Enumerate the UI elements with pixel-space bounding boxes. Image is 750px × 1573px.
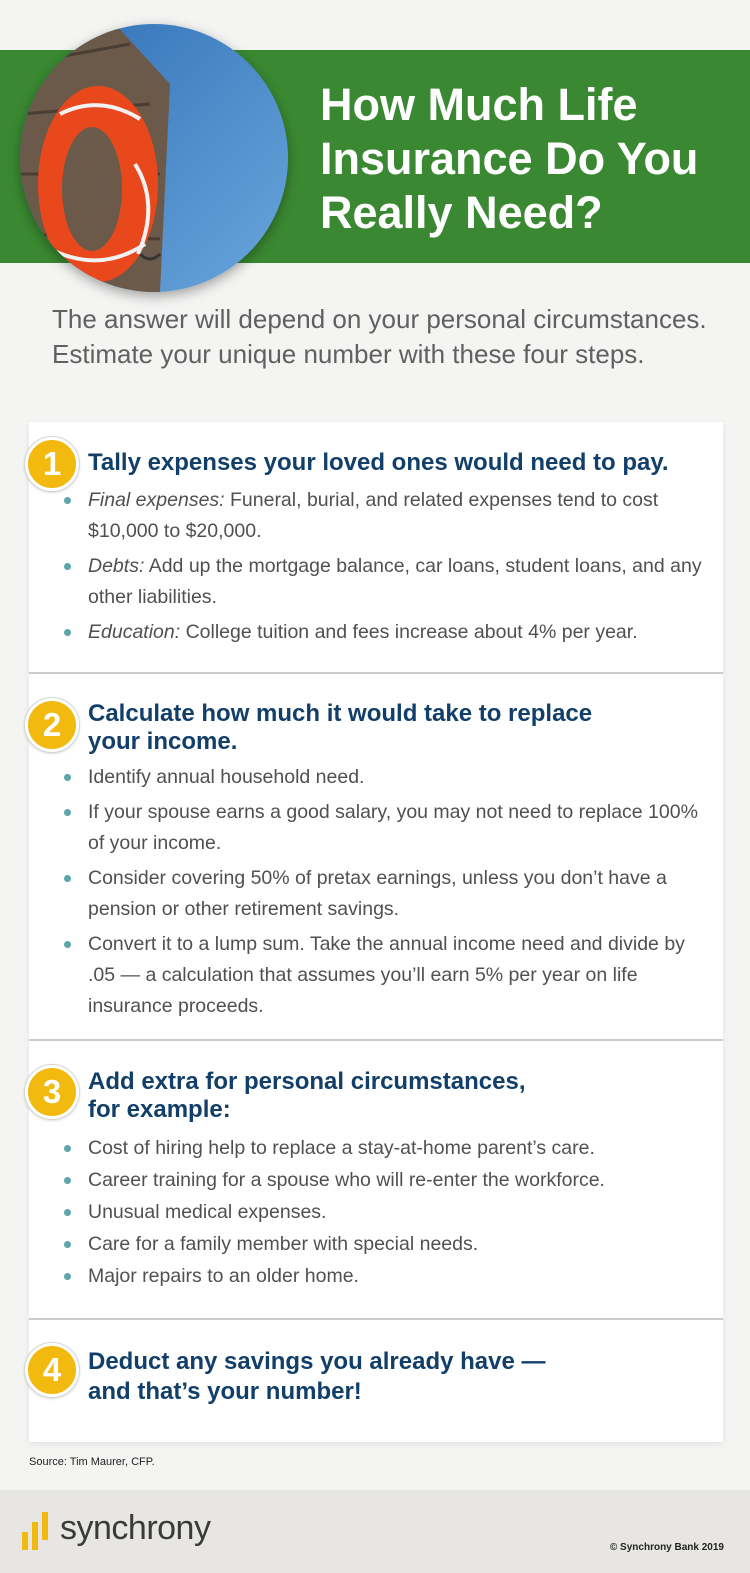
step-title <box>88 1347 713 1407</box>
divider <box>29 1318 723 1320</box>
list-item: Care for a family member with special needs. <box>88 1229 713 1260</box>
step-number-badge: 4 <box>25 1343 79 1397</box>
step-title <box>88 700 713 756</box>
bullet-text: Funeral, burial, and related expenses tend to cost $10,000 to $20,000. <box>88 489 659 542</box>
step-title-line: Add extra for personal circumstances, <box>88 1068 526 1095</box>
title-line: How Much Life <box>320 79 638 130</box>
synchrony-logo-text: synchrony <box>60 1509 211 1547</box>
step-bullets <box>88 485 713 652</box>
title-line: Insurance Do You <box>320 133 699 184</box>
list-item: Identify annual household need. <box>88 762 713 793</box>
bullet-text: College tuition and fees increase about 4% per year. <box>180 621 638 643</box>
step-title-line: Tally expenses your loved ones would need to pay. <box>88 449 669 476</box>
list-item <box>88 617 713 648</box>
bullet-label: Debts: <box>88 555 145 577</box>
step-number-badge: 1 <box>25 437 79 491</box>
list-item <box>88 485 713 547</box>
list-item: Major repairs to an older home. <box>88 1261 713 1292</box>
list-item: Unusual medical expenses. <box>88 1197 713 1228</box>
bullet-text: Add up the mortgage balance, car loans, student loans, and any other liabilities. <box>88 555 702 608</box>
step-title-line: for example: <box>88 1096 231 1123</box>
title-line: Really Need? <box>320 187 603 238</box>
step-title-line: your income. <box>88 728 238 755</box>
life-ring-image <box>20 24 288 292</box>
life-ring-icon <box>20 24 288 292</box>
list-item: Consider covering 50% of pretax earnings, unless you don’t have a pension or other retirement savings. <box>88 863 713 925</box>
list-item: Cost of hiring help to replace a stay-at-home parent’s care. <box>88 1133 713 1164</box>
divider <box>29 672 723 674</box>
step-title-line: and that’s your number! <box>88 1378 362 1405</box>
list-item <box>88 551 713 613</box>
list-item: If your spouse earns a good salary, you may not need to replace 100% of your income. <box>88 797 713 859</box>
step-title <box>88 1068 713 1124</box>
step-bullets <box>88 1133 713 1293</box>
page-title <box>320 78 740 240</box>
synchrony-logo-icon <box>22 1510 52 1552</box>
list-item: Career training for a spouse who will re-enter the workforce. <box>88 1165 713 1196</box>
step-number-badge: 2 <box>25 698 79 752</box>
bullet-label: Final expenses: <box>88 489 225 511</box>
divider <box>29 1039 723 1041</box>
source-note: Source: Tim Maurer, CFP. <box>29 1456 155 1468</box>
step-title <box>88 449 713 477</box>
step-title-line: Deduct any savings you already have — <box>88 1348 546 1375</box>
copyright: © Synchrony Bank 2019 <box>609 1542 724 1553</box>
bullet-label: Education: <box>88 621 181 643</box>
steps-card <box>29 422 723 1442</box>
list-item: Convert it to a lump sum. Take the annual income need and divide by .05 — a calculation that assumes you’ll earn 5% per year on life insurance proceeds. <box>88 929 713 1022</box>
step-bullets <box>88 762 713 1026</box>
intro-text: The answer will depend on your personal circumstances. Estimate your unique number with these four steps. <box>52 304 707 369</box>
step-title-line: Calculate how much it would take to replace <box>88 700 593 727</box>
step-number-badge: 3 <box>25 1065 79 1119</box>
